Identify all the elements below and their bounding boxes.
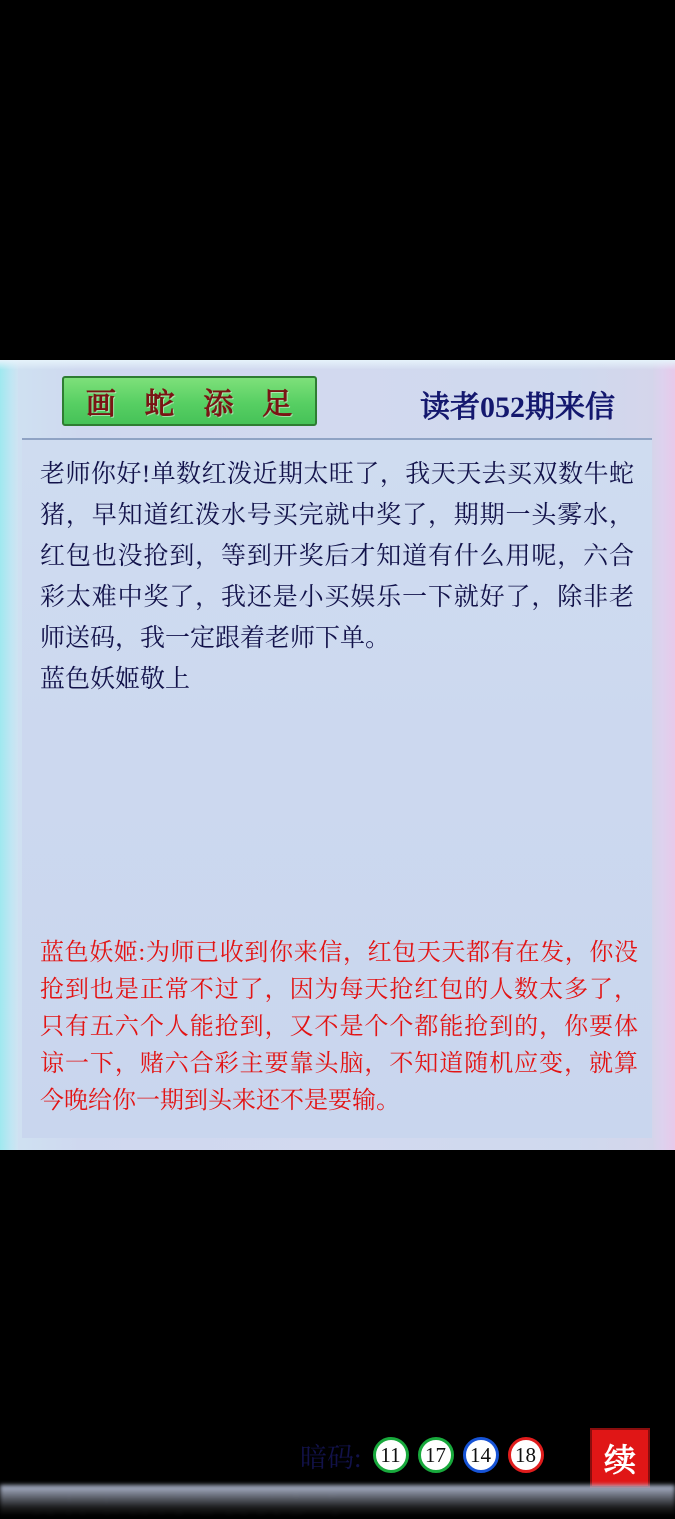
continue-button[interactable]: 续 [590,1428,650,1488]
card-left-edge-glow [0,360,18,1150]
banner-char-3: 添 [203,388,235,421]
teacher-reply-text: 蓝色妖姬:为师已收到你来信，红包天天都有在发，你没抢到也是正常不过了，因为每天抢红包的人数太多了，只有五六个人能抢到，又不是个个都能抢到的，你要体谅一下，赌六合彩主要靠头脑，不知道随机应变，就算今晚给你一期到头来还不是要输。 [40,940,638,1114]
lottery-letter-card [0,360,675,1478]
card-header [0,368,675,430]
card-right-edge-glow [653,360,675,1150]
bottom-fade-band [0,1485,675,1513]
secret-code-label: 暗码: [300,1442,362,1473]
banner-char-1: 画 [85,388,117,421]
code-ball-2: 17 [418,1437,454,1473]
code-ball-4: 18 [508,1437,544,1473]
letter-signature: 蓝色妖姬敬上 [40,666,191,693]
code-ball-3: 14 [463,1437,499,1473]
title-banner [62,376,317,426]
code-ball-1: 11 [373,1437,409,1473]
letter-body-text: 老师你好!单数红泼近期太旺了，我天天去买双数牛蛇猪，早知道红泼水号买完就中奖了，期期一头雾水，红包也没抢到，等到开奖后才知道有什么用呢，六合彩太难中奖了，我还是小买娱乐一下就好了，除非老师送码，我一定跟着老师下单。 [40,461,634,652]
issue-title: 读者052期来信 [420,391,615,424]
banner-char-4: 足 [262,388,294,421]
secret-code-row [300,1432,600,1478]
banner-char-2: 蛇 [144,388,176,421]
